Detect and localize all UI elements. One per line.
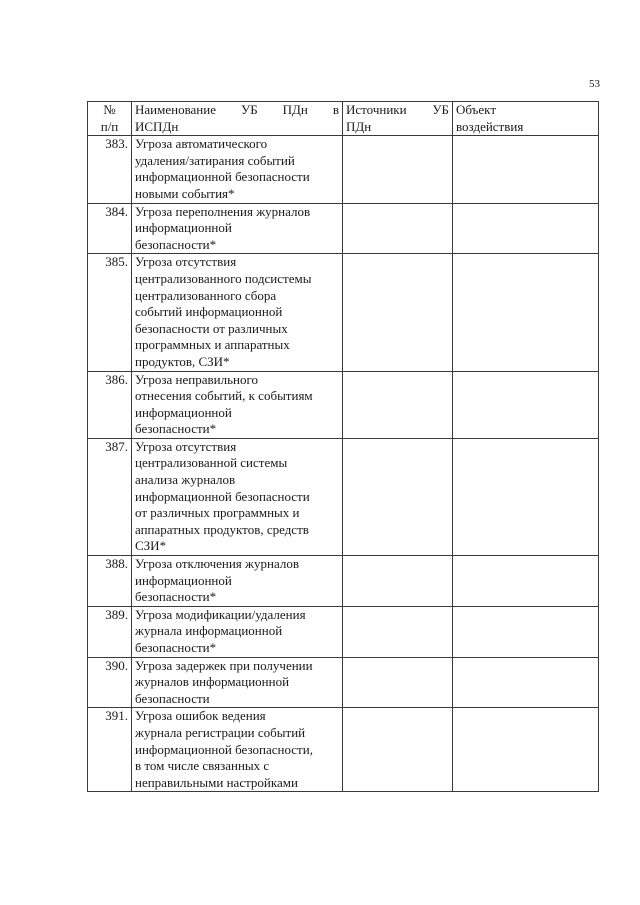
threat-name-line: Угроза ошибок ведения (135, 708, 266, 724)
header-sources-line1: Источники УБ (346, 102, 449, 117)
threat-object-cell (453, 371, 599, 438)
column-header-name (132, 102, 343, 136)
row-number: 386. (88, 371, 132, 438)
table-row (88, 371, 599, 438)
threat-name-line: Угроза отключения журналов (135, 556, 299, 572)
threat-name-line: новыми события* (135, 185, 235, 201)
header-object-line2: воздействия (456, 118, 524, 134)
table-row (88, 254, 599, 371)
threat-name-line: централизованной системы (135, 455, 288, 471)
column-header-sources (343, 102, 453, 136)
threat-object-cell (453, 556, 599, 607)
row-number: 390. (88, 657, 132, 708)
threat-name (132, 657, 343, 708)
threat-name-line: безопасности* (135, 640, 217, 655)
threat-name-line: продуктов, СЗИ* (135, 353, 230, 369)
threat-name-line: Угроза автоматического (135, 136, 268, 152)
header-sources-line2: ПДн (346, 118, 372, 134)
row-number: 389. (88, 606, 132, 657)
threat-name-line: информационной (135, 404, 232, 420)
header-number-line2: п/п (100, 118, 119, 134)
threat-object-cell (453, 438, 599, 555)
header-name-line1: Наименование УБ ПДн в (135, 102, 339, 117)
threat-name-line: аппаратных продуктов, средств (135, 521, 309, 537)
threat-name-line: неправильными настройками (135, 774, 298, 790)
threat-name-line: информационной (135, 572, 232, 588)
header-number-line1: № (103, 102, 116, 117)
threat-name-line: журнала регистрации событий (135, 724, 306, 740)
threats-table (87, 101, 599, 792)
threat-name (132, 203, 343, 254)
threat-name-line: централизованного сбора (135, 287, 277, 303)
threat-name-line: информационной безопасности, (135, 741, 313, 757)
threat-name (132, 556, 343, 607)
threat-sources-cell (343, 371, 453, 438)
threat-name-line: безопасности* (135, 236, 217, 252)
threat-name-line: удаления/затирания событий (135, 152, 295, 168)
threat-sources-cell (343, 657, 453, 708)
threat-name-line: журнала информационной (135, 623, 283, 639)
threat-name-line: Угроза модификации/удаления (135, 606, 306, 622)
table-row (88, 556, 599, 607)
threat-name-line: централизованного подсистемы (135, 270, 312, 286)
table-row (88, 203, 599, 254)
threat-name-line: информационной (135, 220, 232, 236)
row-number: 388. (88, 556, 132, 607)
threat-sources-cell (343, 606, 453, 657)
header-object-line1: Объект (456, 102, 496, 117)
threat-name-line: информационной безопасности (135, 488, 310, 504)
row-number: 384. (88, 203, 132, 254)
threat-name-line: безопасности* (135, 421, 217, 437)
threat-name-line: информационной безопасности (135, 169, 310, 185)
threat-name-line: событий информационной (135, 304, 283, 320)
threat-name-line: от различных программных и (135, 505, 300, 521)
threat-object-cell (453, 708, 599, 792)
column-header-number (88, 102, 132, 136)
threat-name (132, 708, 343, 792)
threat-sources-cell (343, 203, 453, 254)
threat-object-cell (453, 606, 599, 657)
threat-name (132, 606, 343, 657)
threat-name-line: анализа журналов (135, 472, 236, 488)
threat-name (132, 254, 343, 371)
row-number: 383. (88, 136, 132, 203)
threat-name-line: программных и аппаратных (135, 337, 290, 353)
threat-name-line: в том числе связанных с (135, 758, 270, 774)
threat-object-cell (453, 203, 599, 254)
table-row (88, 438, 599, 555)
threat-sources-cell (343, 136, 453, 203)
threat-name (132, 136, 343, 203)
threat-name-line: безопасности* (135, 589, 217, 605)
table-body (88, 136, 599, 792)
threat-name-line: отнесения событий, к событиям (135, 388, 313, 404)
threat-name-line: безопасности (135, 690, 210, 706)
threat-object-cell (453, 136, 599, 203)
threat-name-line: безопасности от различных (135, 320, 288, 336)
threat-sources-cell (343, 708, 453, 792)
threat-name (132, 371, 343, 438)
page-number: 53 (589, 78, 600, 90)
table-row (88, 606, 599, 657)
threat-object-cell (453, 254, 599, 371)
row-number: 385. (88, 254, 132, 371)
threat-sources-cell (343, 254, 453, 371)
threat-name-line: Угроза переполнения журналов (135, 203, 311, 219)
table-header-row (88, 102, 599, 136)
table-row (88, 657, 599, 708)
threat-name-line: журналов информационной (135, 674, 290, 690)
header-name-line2: ИСПДн (135, 118, 179, 134)
threat-name-line: Угроза отсутствия (135, 438, 237, 454)
row-number: 387. (88, 438, 132, 555)
threat-name (132, 438, 343, 555)
table-row (88, 136, 599, 203)
threat-name-line: Угроза задержек при получении (135, 657, 313, 673)
threat-sources-cell (343, 556, 453, 607)
threat-sources-cell (343, 438, 453, 555)
row-number: 391. (88, 708, 132, 792)
threat-name-line: Угроза отсутствия (135, 254, 237, 270)
threat-name-line: СЗИ* (135, 538, 167, 554)
threat-name-line: Угроза неправильного (135, 371, 258, 387)
table-row (88, 708, 599, 792)
column-header-object (453, 102, 599, 136)
threat-object-cell (453, 657, 599, 708)
